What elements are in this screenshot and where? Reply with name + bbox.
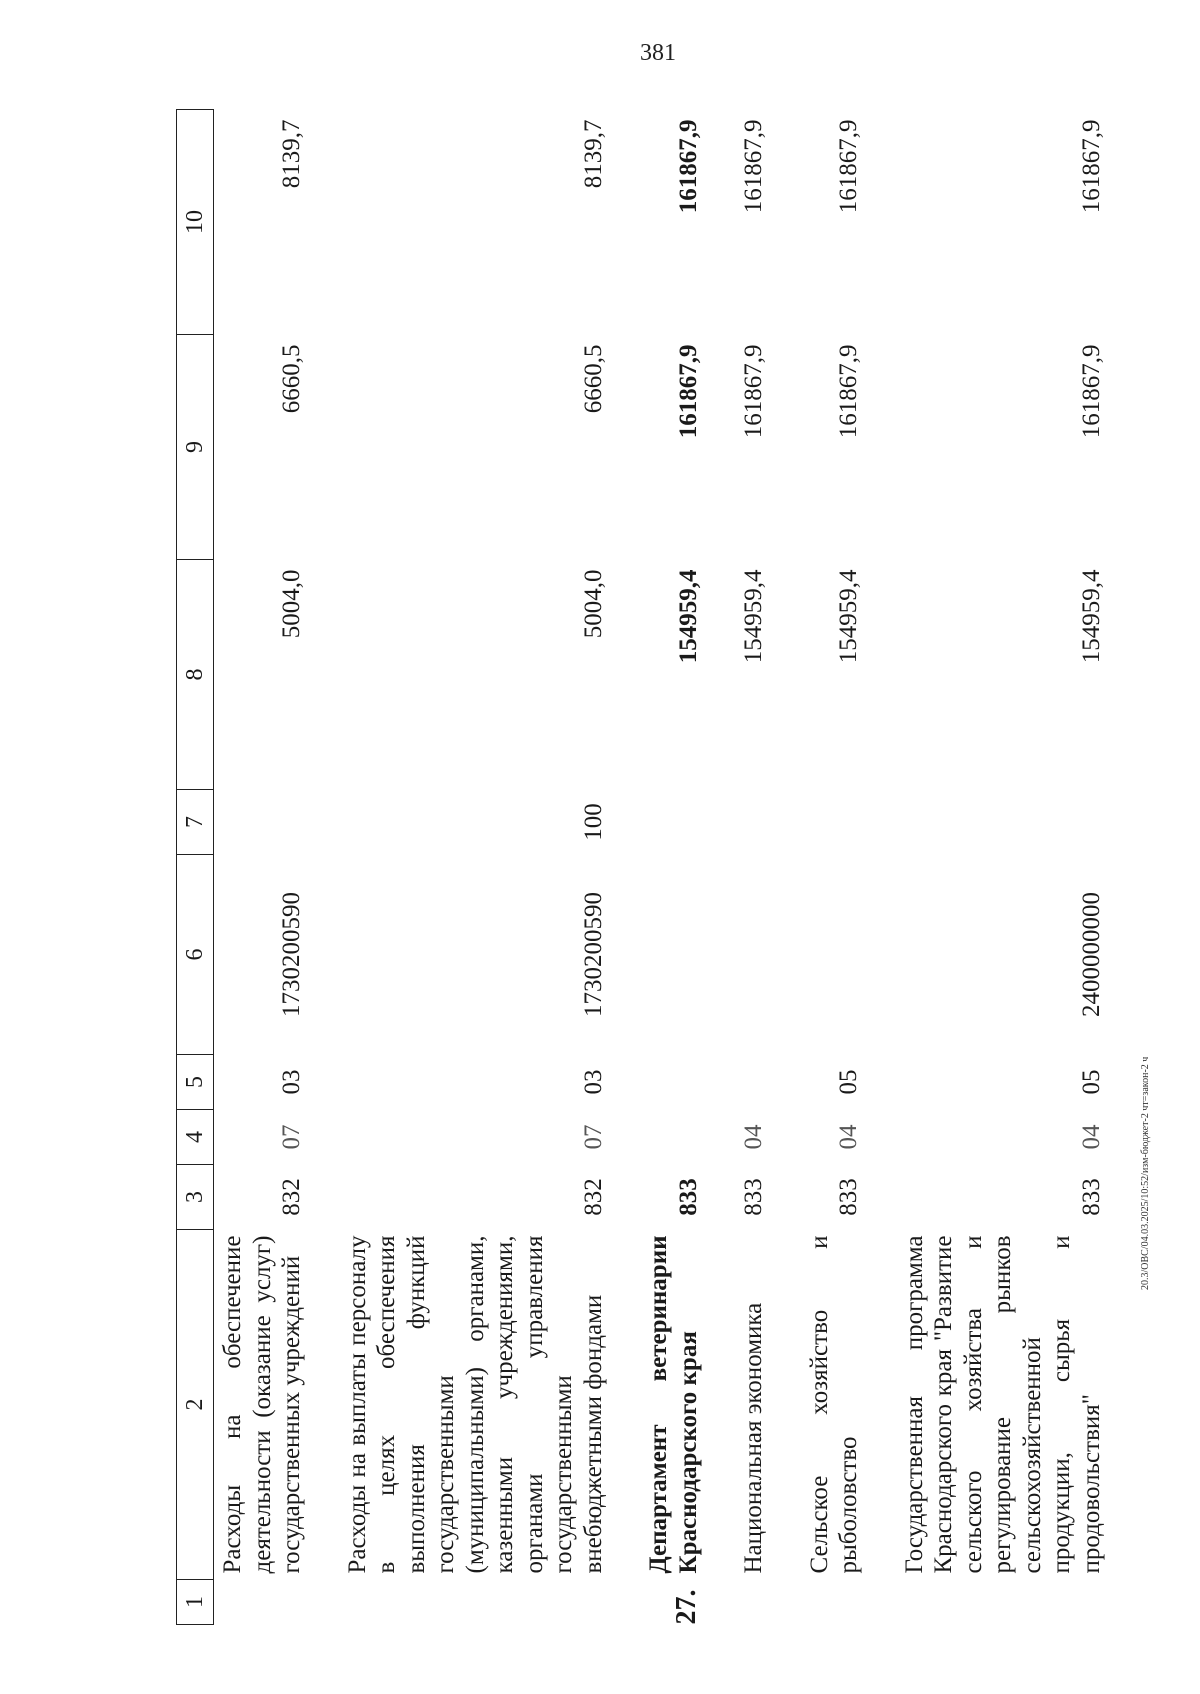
cell-col-3: 833 bbox=[674, 1178, 702, 1216]
cell-col-10: 161867,9 bbox=[1077, 119, 1105, 214]
row-description: Сельское хозяйство и рыболовство bbox=[805, 1235, 862, 1574]
footer-code: 20.3/OBC/04.03.2025/10:52/изм-бюджет-2 чт=закон-2 ч bbox=[1140, 1056, 1151, 1290]
row-number bbox=[214, 1580, 313, 1625]
cell-col-7 bbox=[214, 790, 313, 855]
cell-col-8: 154959,4 bbox=[1077, 569, 1105, 664]
table-header-row bbox=[177, 110, 214, 1625]
cell-col-9: 6660,5 bbox=[579, 344, 607, 414]
table-row bbox=[775, 110, 870, 1625]
cell-col-6: 1730200590 bbox=[278, 892, 305, 1017]
cell-col-6 bbox=[614, 855, 709, 1055]
cell-col-7 bbox=[709, 790, 775, 855]
cell-col-5 bbox=[709, 1055, 775, 1110]
budget-table-container bbox=[176, 110, 1105, 1625]
cell-col-3: 833 bbox=[740, 1178, 767, 1216]
cell-col-7 bbox=[870, 790, 1113, 855]
header-col-8: 8 bbox=[177, 560, 214, 790]
table-row bbox=[870, 110, 1113, 1625]
header-col-1: 1 bbox=[177, 1580, 214, 1625]
header-col-9: 9 bbox=[177, 335, 214, 560]
row-description: Государственная программа Краснодарского края "Развитие сельского хозяйства и регулирование рынков сельскохозяйственной продукции, сырья и продовольствия" bbox=[900, 1235, 1105, 1574]
cell-col-10: 8139,7 bbox=[278, 119, 305, 189]
cell-col-3: 833 bbox=[1077, 1178, 1105, 1216]
header-col-10: 10 bbox=[177, 110, 214, 335]
header-col-6: 6 bbox=[177, 855, 214, 1055]
cell-col-7: 100 bbox=[579, 803, 607, 841]
table-row-section bbox=[614, 110, 709, 1625]
row-number bbox=[775, 1580, 870, 1625]
cell-col-6 bbox=[775, 855, 870, 1055]
row-description: Национальная экономика bbox=[740, 1302, 767, 1574]
cell-col-10: 161867,9 bbox=[835, 119, 862, 214]
row-number bbox=[709, 1580, 775, 1625]
cell-col-4: 04 bbox=[1077, 1124, 1105, 1150]
cell-col-4 bbox=[614, 1110, 709, 1165]
cell-col-10: 161867,9 bbox=[674, 119, 702, 214]
table-row bbox=[709, 110, 775, 1625]
page-number: 381 bbox=[640, 40, 676, 66]
row-description: Расходы на выплаты персоналу в целях обеспечения выполнения функций государственными (муниципальными) органами, казенными учреждениями, органами управления государственными внебюджетными фондами bbox=[343, 1235, 607, 1574]
cell-col-5: 05 bbox=[1077, 1069, 1105, 1095]
cell-col-4: 07 bbox=[278, 1124, 305, 1150]
cell-col-3: 833 bbox=[835, 1178, 862, 1216]
section-title: Департамент ветеринарии Краснодарского края bbox=[645, 1235, 702, 1574]
cell-col-8: 5004,0 bbox=[579, 569, 607, 639]
budget-table bbox=[176, 109, 1112, 1625]
cell-col-4: 04 bbox=[740, 1124, 767, 1150]
cell-col-6: 2400000000 bbox=[1077, 892, 1105, 1017]
cell-col-8: 154959,4 bbox=[740, 569, 767, 664]
section-number: 27. bbox=[670, 1589, 702, 1625]
table-row bbox=[313, 110, 615, 1625]
header-col-3: 3 bbox=[177, 1165, 214, 1230]
row-description: Расходы на обеспечение деятельности (оказание услуг) государственных учреждений bbox=[219, 1235, 305, 1574]
cell-col-8: 5004,0 bbox=[278, 569, 305, 639]
cell-col-9: 161867,9 bbox=[674, 344, 702, 439]
cell-col-5: 03 bbox=[278, 1069, 305, 1095]
cell-col-6 bbox=[709, 855, 775, 1055]
cell-col-9: 161867,9 bbox=[740, 344, 767, 439]
cell-col-9: 161867,9 bbox=[835, 344, 862, 439]
cell-col-9: 161867,9 bbox=[1077, 344, 1105, 439]
cell-col-5: 03 bbox=[579, 1069, 607, 1095]
cell-col-10: 8139,7 bbox=[579, 119, 607, 189]
cell-col-8: 154959,4 bbox=[835, 569, 862, 664]
cell-col-3: 832 bbox=[278, 1178, 305, 1216]
table-row bbox=[214, 110, 313, 1625]
cell-col-9: 6660,5 bbox=[278, 344, 305, 414]
header-col-5: 5 bbox=[177, 1055, 214, 1110]
cell-col-7 bbox=[775, 790, 870, 855]
cell-col-6: 1730200590 bbox=[579, 892, 607, 1017]
cell-col-5: 05 bbox=[835, 1069, 862, 1095]
row-number bbox=[313, 1580, 615, 1625]
row-number bbox=[870, 1580, 1113, 1625]
cell-col-3: 832 bbox=[579, 1178, 607, 1216]
header-col-2: 2 bbox=[177, 1230, 214, 1580]
cell-col-5 bbox=[614, 1055, 709, 1110]
cell-col-8: 154959,4 bbox=[674, 569, 702, 664]
cell-col-4: 07 bbox=[579, 1124, 607, 1150]
cell-col-4: 04 bbox=[835, 1124, 862, 1150]
cell-col-7 bbox=[614, 790, 709, 855]
header-col-4: 4 bbox=[177, 1110, 214, 1165]
cell-col-10: 161867,9 bbox=[740, 119, 767, 214]
header-col-7: 7 bbox=[177, 790, 214, 855]
